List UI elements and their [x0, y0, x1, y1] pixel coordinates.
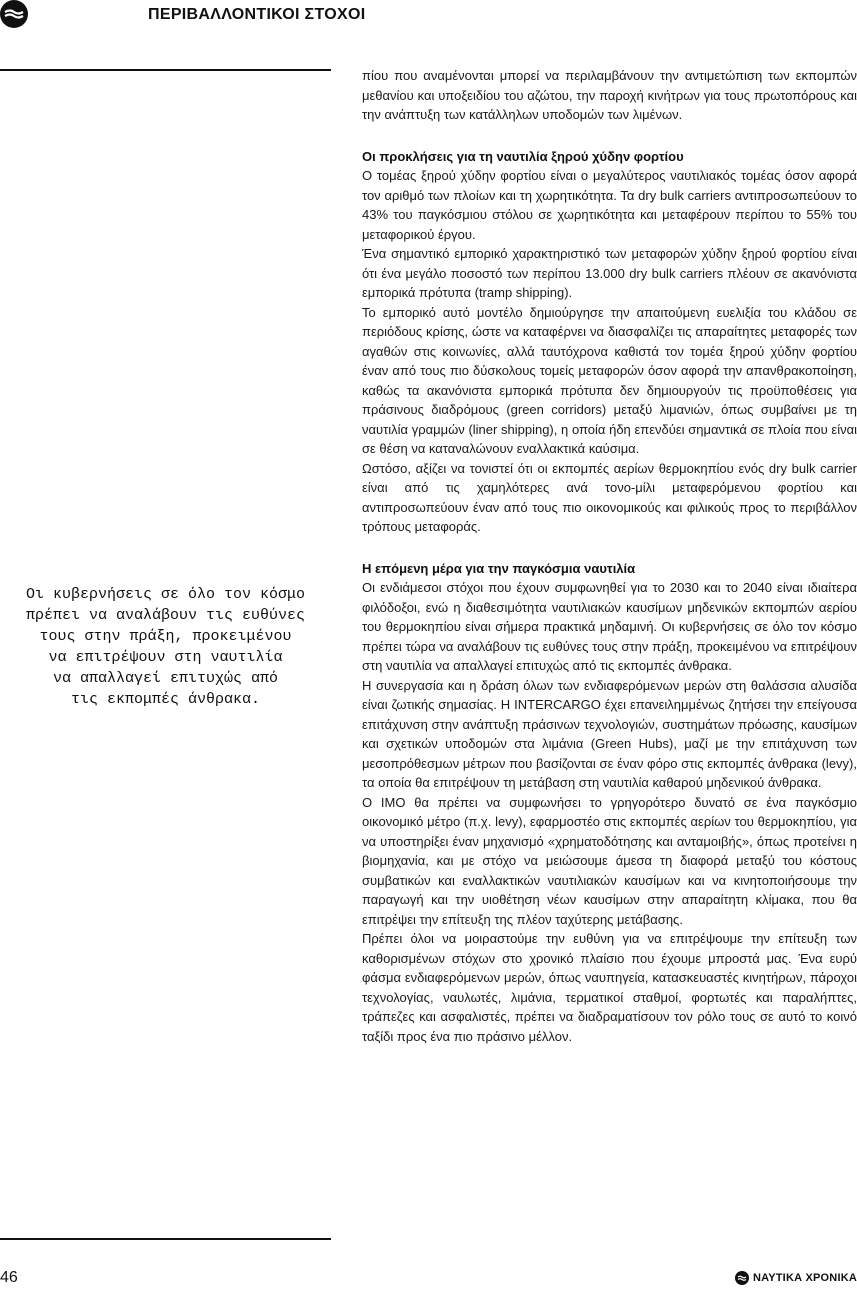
intro-paragraph: πίου που αναμένονται μπορεί να περιλαμβάνουν την αντιμετώπιση των εκπομπών μεθανίου και υποξειδίου του αζώτου, την παροχή κινήτρων για τους πρωτοπόρους και την ανάπτυξη των κατάλληλων υποδομών των λιμένων.: [362, 68, 857, 122]
paragraph: Ωστόσο, αξίζει να τονιστεί ότι οι εκπομπές αερίων θερμοκηπίου ενός dry bulk carrier είναι από τις χαμηλότερες ανά τονο-μίλι μεταφερόμενου φορτίου και αντιπροσωπεύουν έναν από τους πιο οικονομικούς και φιλικούς προς το περιβάλλον τρόπους μεταφοράς.: [362, 460, 857, 534]
paragraph: Η συνεργασία και η δράση όλων των ενδιαφερόμενων μερών στη θαλάσσια αλυσίδα είναι ζωτικής σημασίας. Η INTERCARGO έχει επανειλημμένως ζητήσει την επείγουσα επιτάχυνση στην ανάπτυξη πράσινων τεχνολογιών, συστημάτων πρόωσης, καυσίμων και σχετικών υποδομών στα λιμάνια (Green Hubs), μαζί με την επιτάχυνση των μεσοπρόθεσμων μέτρων που βασίζονται σε έναν φόρο στις εκπομπές άνθρακα (levy), τα οποία θα επιτρέψουν τη μετάβαση στη ναυτιλία καθαρού μηδενικού άνθρακα.: [362, 677, 857, 790]
section-title: ΠΕΡΙΒΑΛΛΟΝΤΙΚΟΙ ΣΤΟΧΟΙ: [148, 6, 366, 23]
page-number: 46: [0, 1269, 18, 1286]
pull-quote-line: Οι κυβερνήσεις σε όλο τον κόσμο: [25, 586, 306, 603]
pull-quote-line: τις εκπομπές άνθρακα.: [70, 691, 261, 708]
wave-logo-icon: [735, 1271, 749, 1285]
pull-quote-line: να απαλλαγεί επιτυχώς από: [52, 670, 279, 687]
brand-name: ΝΑΥΤΙΚΑ ΧΡΟΝΙΚΑ: [752, 1272, 857, 1284]
paragraph: Οι ενδιάμεσοι στόχοι που έχουν συμφωνηθεί για το 2030 και το 2040 είναι ιδιαίτερα φιλόδοξοι, ενώ η διαθεσιμότητα ναυτιλιακών καυσίμων μηδενικών εκπομπών αερίου του θερμοκηπίου είναι σήμερα πρακτικά μηδαμινή. Οι κυβερνήσεις σε όλο τον κόσμο πρέπει τώρα να αναλάβουν τις ευθύνες τους στην πράξη, προκειμένου να επιτρέψουν στη ναυτιλία να απαλλαγεί επιτυχώς από τις εκπομπές άνθρακα.: [362, 580, 857, 673]
publication-brand: [735, 1271, 857, 1285]
paragraph: Το εμπορικό αυτό μοντέλο δημιούργησε την απαιτούμενη ευελιξία του κλάδου σε περιόδους κρίσης, ώστε να καταφέρνει να διασφαλίζει τις απαραίτητες μεταφορές των αγαθών στις κοινωνίες, αλλά ταυτόχρονα καθιστά τον τομέα ξηρού χύδην φορτίου έναν από τους πιο δύσκολους τομείς μεταφορών όσον αφορά την απανθρακοποίηση, καθώς τα ακανόνιστα εμπορικά πρότυπα δεν δημιουργούν τις προϋποθέσεις για πράσινους διαδρόμους (green corridors) μεταξύ λιμανιών, όπως συμβαίνει με τη ναυτιλία γραμμών (liner shipping), η οποία ήδη επενδύει σημαντικά σε πλοία που είναι σε θέση να καταναλώνουν εναλλακτικά καύσιμα.: [362, 304, 857, 456]
article-body: [362, 66, 857, 1046]
paragraph: Πρέπει όλοι να μοιραστούμε την ευθύνη για να επιτρέψουμε την επίτευξη των καθορισμένων στόχων στο χρονικό πλαίσιο που έχουμε μπροστά μας. Ένα ευρύ φάσμα ενδιαφερόμενων μερών, όπως ναυπηγεία, κατασκευαστές κινητήρων, πάροχοι τεχνολογίας, ναυλωτές, λιμάνια, τερματικοί σταθμοί, φορτωτές και παραλήπτες, τράπεζες και ασφαλιστές, πρέπει να διαδραματίσουν τον ρόλο τους σε αυτό το κοινό ταξίδι προς ένα πιο πράσινο μέλλον.: [362, 931, 857, 1044]
section-heading-next-day: Η επόμενη μέρα για την παγκόσμια ναυτιλία: [362, 560, 636, 576]
paragraph: Ο τομέας ξηρού χύδην φορτίου είναι ο μεγαλύτερος ναυτιλιακός τομέας όσον αφορά τον αριθμό των πλοίων και τη χωρητικότητα. Τα dry bulk carriers αντιπροσωπεύουν το 43% του παγκόσμιου στόλου σε χωρητικότητα και μεταφέρουν περίπου το 55% του μεταφορικού έργου.: [362, 168, 857, 242]
paragraph: Ο IMO θα πρέπει να συμφωνήσει το γρηγορότερο δυνατό σε ένα παγκόσμιο οικονομικό μέτρο (π.χ. levy), εφαρμοστέο στις εκπομπές αερίων του θερμοκηπίου, για να υποστηρίξει έναν μηχανισμό «χρηματοδότησης και ανταμοιβής», όπως προτείνει η βιομηχανία, και με στόχο να μειώσουμε άμεσα τη διαφορά μεταξύ του κόστους συμβατικών και εναλλακτικών ναυτιλιακών καυσίμων και να κινητοποιήσουμε την παραγωγή και την υιοθέτηση νέων καυσίμων στην απαραίτητη κλίμακα, που θα επιτρέψει την επίτευξη της πλέον ταχύτερης μετάβασης.: [362, 794, 857, 927]
paragraph: Ένα σημαντικό εμπορικό χαρακτηριστικό των μεταφορών χύδην ξηρού φορτίου είναι ότι ένα μεγάλο ποσοστό των περίπου 13.000 dry bulk carriers πλέουν σε ακανόνιστα εμπορικά πρότυπα (tramp shipping).: [362, 246, 857, 300]
section-heading-dry-bulk: Οι προκλήσεις για τη ναυτιλία ξηρού χύδην φορτίου: [362, 148, 684, 164]
bottom-divider: [0, 1238, 331, 1240]
wave-logo-icon: [0, 0, 28, 28]
pull-quote: [0, 584, 331, 710]
pull-quote-line: να επιτρέψουν στη ναυτιλία: [48, 649, 283, 666]
pull-quote-line: πρέπει να αναλάβουν τις ευθύνες: [25, 607, 306, 624]
pull-quote-line: τους στην πράξη, προκειμένου: [39, 628, 292, 645]
top-divider: [0, 69, 331, 71]
